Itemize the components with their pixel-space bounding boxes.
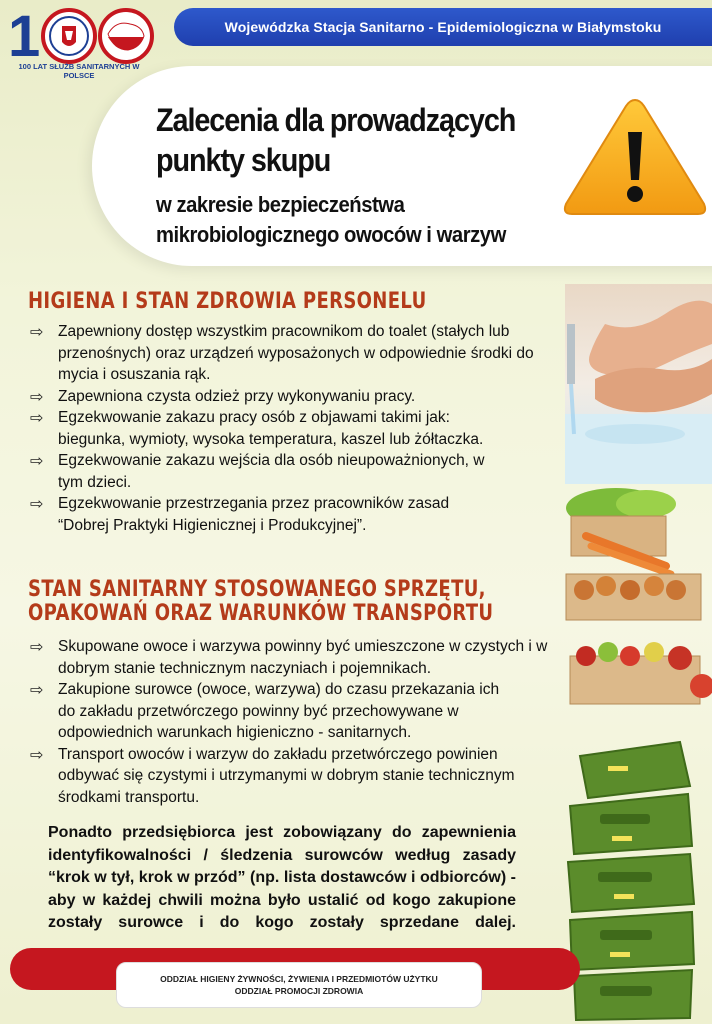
list-item [30, 636, 550, 679]
arrow-right-icon: ⇨ [30, 494, 44, 513]
produce-crates-image [556, 486, 712, 716]
arrow-right-icon: ⇨ [30, 408, 44, 427]
page-title [156, 100, 534, 180]
list-item [30, 744, 550, 809]
list-item [30, 450, 500, 493]
footer-line-1: ODDZIAŁ HIGIENY ŻYWNOŚCI, ŻYWIENIA I PRZEDMIOTÓW UŻYTKU [160, 974, 438, 984]
subtitle-line-1: w zakresie bezpieczeństwa [156, 192, 405, 217]
footer-departments [116, 962, 482, 1008]
list-item [30, 679, 510, 744]
hand-washing-image [565, 284, 712, 484]
logo-number-one: 1 [8, 4, 41, 69]
arrow-right-icon: ⇨ [30, 680, 44, 699]
section-heading-line-2: OPAKOWAŃ ORAZ WARUNKÓW TRANSPORTU [28, 601, 494, 626]
arrow-right-icon: ⇨ [30, 322, 44, 341]
list-item-text: Zapewniony dostęp wszystkim pracownikom do toalet (stałych lub przenośnych) oraz urządzeń wyposażonych w odpowiednie środki do mycia i osuszania rąk. [58, 323, 534, 383]
equipment-list [30, 636, 550, 808]
page-subtitle [156, 190, 588, 250]
list-item-text: Zapewniona czysta odzież przy wykonywaniu pracy. [58, 387, 416, 405]
arrow-right-icon: ⇨ [30, 451, 44, 470]
warning-triangle-icon [560, 92, 710, 220]
list-item [30, 493, 500, 536]
section-heading-line-1: STAN SANITARNY STOSOWANEGO SPRZĘTU, [28, 577, 486, 602]
logo-caption: 100 LAT SŁUŻB SANITARNYCH W POLSCE [18, 62, 140, 80]
arrow-right-icon: ⇨ [30, 744, 44, 764]
list-item-text: Egzekwowanie zakazu wejścia dla osób nieupoważnionych, w tym dzieci. [58, 452, 485, 491]
list-item-text: Zakupione surowce (owoce, warzywa) do czasu przekazania ich do zakładu przetwórczego powinny być przechowywane w odpowiednich warunkach higieniczno - sanitarnych. [58, 681, 500, 741]
institution-banner: Wojewódzka Stacja Sanitarno - Epidemiologiczna w Białymstoku [174, 8, 712, 46]
exclamation-dot [627, 186, 643, 202]
list-item-text: Egzekwowanie przestrzegania przez pracowników zasad “Dobrej Praktyki Higienicznej i Produkcyjnej”. [58, 495, 450, 534]
section-heading-equipment [28, 578, 493, 626]
title-line-1: Zalecenia dla prowadzących [156, 102, 516, 138]
list-item-text: Transport owoców i warzyw do zakładu przetwórczego powinien odbywać się czystymi i utrzymanymi w dobrym stanie technicznym środkami transportu. [58, 745, 515, 806]
list-item-text: Skupowane owoce i warzywa powinny być umieszczone w czystych i w dobrym stanie technicznym naczyniach i pojemnikach. [58, 638, 548, 677]
arrow-right-icon: ⇨ [30, 386, 44, 406]
list-item [30, 386, 578, 408]
list-item-text: Egzekwowanie zakazu pracy osób z objawami takimi jak: biegunka, wymioty, wysoka temperatura, kaszel lub żółtaczka. [58, 409, 484, 448]
closing-paragraph: Ponadto przedsiębiorca jest zobowiązany do zapewnienia identyfikowalności / śledzenia surowców według zasady “krok w tył, krok w przód” (np. lista dostawców i odbiorców) - aby w każdej chwili można było ustalić od kogo zakupione zostały surowce i do kogo zostały sprzedane dalej. [48, 824, 516, 931]
list-item [30, 321, 578, 386]
section-heading-hygiene: HIGIENA I STAN ZDROWIA PERSONELU [28, 289, 427, 314]
title-line-2: punkty skupu [156, 142, 331, 178]
arrow-right-icon: ⇨ [30, 637, 44, 656]
list-item [30, 407, 500, 450]
subtitle-line-2: mikrobiologicznego owoców i warzyw [156, 222, 506, 247]
hygiene-list [30, 321, 578, 536]
footer-line-2: ODDZIAŁ PROMOCJI ZDROWIA [234, 986, 364, 996]
green-crates-stack-image [560, 736, 700, 1021]
